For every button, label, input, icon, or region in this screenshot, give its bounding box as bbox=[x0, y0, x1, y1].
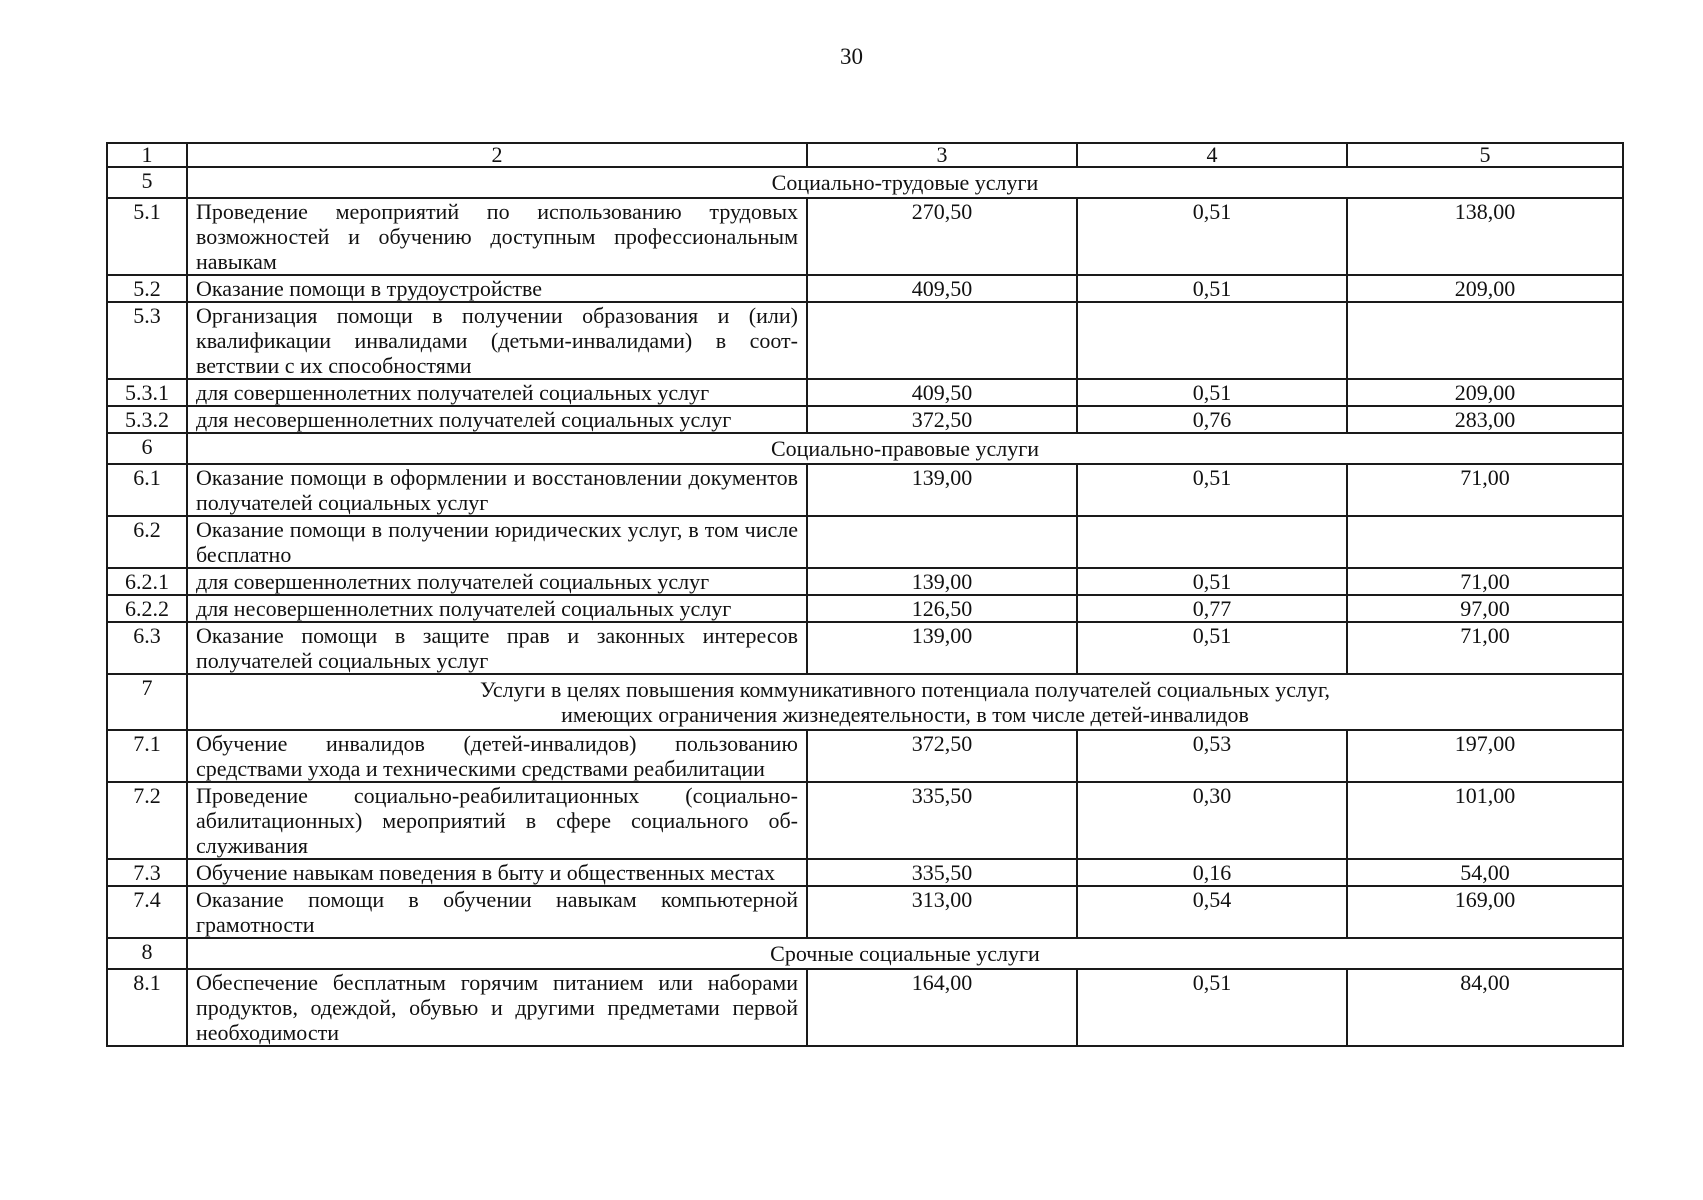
row-number: 8 bbox=[107, 938, 187, 969]
service-row bbox=[107, 406, 1623, 433]
row-number: 8.1 bbox=[107, 969, 187, 1046]
value-cell-v3: 409,50 bbox=[807, 379, 1077, 406]
value-cell-v3 bbox=[807, 302, 1077, 379]
row-number: 5.3 bbox=[107, 302, 187, 379]
section-title bbox=[187, 674, 1623, 730]
value-cell-v5: 97,00 bbox=[1347, 595, 1623, 622]
service-row bbox=[107, 464, 1623, 516]
services-tariff-table bbox=[106, 142, 1624, 1047]
service-description: Обеспечение бесплатным горячим питанием или наборами продуктов, одеждой, обувью и другими предметами первой необходимости bbox=[187, 969, 807, 1046]
value-cell-v3: 139,00 bbox=[807, 568, 1077, 595]
value-cell-v4: 0,51 bbox=[1077, 464, 1347, 516]
service-description: Проведение социально-реабилитационных (социально-абилитационных) мероприятий в сфере социального обслуживания bbox=[187, 782, 807, 859]
service-row bbox=[107, 859, 1623, 886]
value-cell-v5: 71,00 bbox=[1347, 622, 1623, 674]
value-cell-v4: 0,51 bbox=[1077, 198, 1347, 275]
value-cell-v3: 335,50 bbox=[807, 782, 1077, 859]
row-number: 5.1 bbox=[107, 198, 187, 275]
value-cell-v5: 71,00 bbox=[1347, 568, 1623, 595]
service-description: для совершеннолетних получателей социальных услуг bbox=[187, 568, 807, 595]
service-description: Оказание помощи в защите прав и законных интересов получателей социальных услуг bbox=[187, 622, 807, 674]
section-header-row bbox=[107, 674, 1623, 730]
section-title-line: Социально-правовые услуги bbox=[770, 436, 1040, 461]
service-row bbox=[107, 886, 1623, 938]
value-cell-v3: 313,00 bbox=[807, 886, 1077, 938]
value-cell-v4: 0,76 bbox=[1077, 406, 1347, 433]
row-number: 6.3 bbox=[107, 622, 187, 674]
service-row bbox=[107, 969, 1623, 1046]
value-cell-v4: 0,51 bbox=[1077, 275, 1347, 302]
value-cell-v5: 138,00 bbox=[1347, 198, 1623, 275]
section-title-line: Социально-трудовые услуги bbox=[771, 170, 1039, 195]
page-number: 30 bbox=[840, 44, 863, 69]
service-description: Оказание помощи в трудоустройстве bbox=[187, 275, 807, 302]
value-cell-v5: 197,00 bbox=[1347, 730, 1623, 782]
value-cell-v3 bbox=[807, 516, 1077, 568]
service-row bbox=[107, 275, 1623, 302]
section-title bbox=[187, 938, 1623, 969]
value-cell-v3: 164,00 bbox=[807, 969, 1077, 1046]
section-title-line: Срочные социальные услуги bbox=[770, 941, 1040, 966]
row-number: 5.2 bbox=[107, 275, 187, 302]
value-cell-v4 bbox=[1077, 302, 1347, 379]
service-row bbox=[107, 516, 1623, 568]
service-row bbox=[107, 622, 1623, 674]
value-cell-v4: 0,30 bbox=[1077, 782, 1347, 859]
service-description: Обучение навыкам поведения в быту и общественных местах bbox=[187, 859, 807, 886]
value-cell-v3: 335,50 bbox=[807, 859, 1077, 886]
header-cell-5: 5 bbox=[1347, 143, 1623, 167]
value-cell-v5: 209,00 bbox=[1347, 379, 1623, 406]
value-cell-v5: 54,00 bbox=[1347, 859, 1623, 886]
service-row bbox=[107, 782, 1623, 859]
header-cell-1: 1 bbox=[107, 143, 187, 167]
value-cell-v3: 409,50 bbox=[807, 275, 1077, 302]
section-title bbox=[187, 167, 1623, 198]
value-cell-v3: 372,50 bbox=[807, 730, 1077, 782]
service-description: для несовершеннолетних получателей социальных услуг bbox=[187, 595, 807, 622]
row-number: 6.2 bbox=[107, 516, 187, 568]
row-number: 7.3 bbox=[107, 859, 187, 886]
service-row bbox=[107, 198, 1623, 275]
header-cell-2: 2 bbox=[187, 143, 807, 167]
row-number: 6.1 bbox=[107, 464, 187, 516]
section-header-row bbox=[107, 167, 1623, 198]
value-cell-v4: 0,51 bbox=[1077, 622, 1347, 674]
value-cell-v4 bbox=[1077, 516, 1347, 568]
section-header-row bbox=[107, 433, 1623, 464]
section-header-row bbox=[107, 938, 1623, 969]
service-description: Обучение инвалидов (детей-инвалидов) пользованию средствами ухода и техническими средствами реабилитации bbox=[187, 730, 807, 782]
value-cell-v5: 84,00 bbox=[1347, 969, 1623, 1046]
value-cell-v4: 0,51 bbox=[1077, 969, 1347, 1046]
row-number: 5.3.1 bbox=[107, 379, 187, 406]
value-cell-v3: 139,00 bbox=[807, 622, 1077, 674]
value-cell-v5: 101,00 bbox=[1347, 782, 1623, 859]
section-title-line: Услуги в целях повышения коммуникативного потенциала получателей социальных услуг, bbox=[479, 677, 1331, 702]
value-cell-v5: 283,00 bbox=[1347, 406, 1623, 433]
service-row bbox=[107, 730, 1623, 782]
value-cell-v4: 0,53 bbox=[1077, 730, 1347, 782]
value-cell-v4: 0,54 bbox=[1077, 886, 1347, 938]
service-description: Организация помощи в получении образования и (или) квалификации инвалидами (детьми-инвалидами) в соответствии с их способностями bbox=[187, 302, 807, 379]
row-number: 6 bbox=[107, 433, 187, 464]
value-cell-v3: 270,50 bbox=[807, 198, 1077, 275]
service-description: Оказание помощи в обучении навыкам компьютерной грамотности bbox=[187, 886, 807, 938]
value-cell-v4: 0,77 bbox=[1077, 595, 1347, 622]
value-cell-v4: 0,51 bbox=[1077, 379, 1347, 406]
value-cell-v3: 139,00 bbox=[807, 464, 1077, 516]
table-body bbox=[107, 143, 1623, 1046]
section-title bbox=[187, 433, 1623, 464]
service-description: Проведение мероприятий по использованию трудовых возможностей и обучению доступным профессиональным навыкам bbox=[187, 198, 807, 275]
service-description: Оказание помощи в оформлении и восстановлении документов получателей социальных услуг bbox=[187, 464, 807, 516]
service-row bbox=[107, 379, 1623, 406]
value-cell-v4: 0,51 bbox=[1077, 568, 1347, 595]
section-title-line: имеющих ограничения жизнедеятельности, в том числе детей-инвалидов bbox=[561, 702, 1249, 727]
value-cell-v5: 209,00 bbox=[1347, 275, 1623, 302]
row-number: 6.2.2 bbox=[107, 595, 187, 622]
row-number: 5 bbox=[107, 167, 187, 198]
services-table-container bbox=[106, 142, 1622, 1047]
column-number-header-row bbox=[107, 143, 1623, 167]
service-description: для совершеннолетних получателей социальных услуг bbox=[187, 379, 807, 406]
value-cell-v5 bbox=[1347, 302, 1623, 379]
value-cell-v4: 0,16 bbox=[1077, 859, 1347, 886]
service-description: Оказание помощи в получении юридических услуг, в том числе бесплатно bbox=[187, 516, 807, 568]
row-number: 7.2 bbox=[107, 782, 187, 859]
row-number: 6.2.1 bbox=[107, 568, 187, 595]
row-number: 7.4 bbox=[107, 886, 187, 938]
row-number: 5.3.2 bbox=[107, 406, 187, 433]
value-cell-v3: 126,50 bbox=[807, 595, 1077, 622]
service-row bbox=[107, 568, 1623, 595]
row-number: 7 bbox=[107, 674, 187, 730]
row-number: 7.1 bbox=[107, 730, 187, 782]
value-cell-v5: 169,00 bbox=[1347, 886, 1623, 938]
value-cell-v5 bbox=[1347, 516, 1623, 568]
value-cell-v3: 372,50 bbox=[807, 406, 1077, 433]
service-row bbox=[107, 595, 1623, 622]
service-description: для несовершеннолетних получателей социальных услуг bbox=[187, 406, 807, 433]
header-cell-3: 3 bbox=[807, 143, 1077, 167]
header-cell-4: 4 bbox=[1077, 143, 1347, 167]
value-cell-v5: 71,00 bbox=[1347, 464, 1623, 516]
service-row bbox=[107, 302, 1623, 379]
